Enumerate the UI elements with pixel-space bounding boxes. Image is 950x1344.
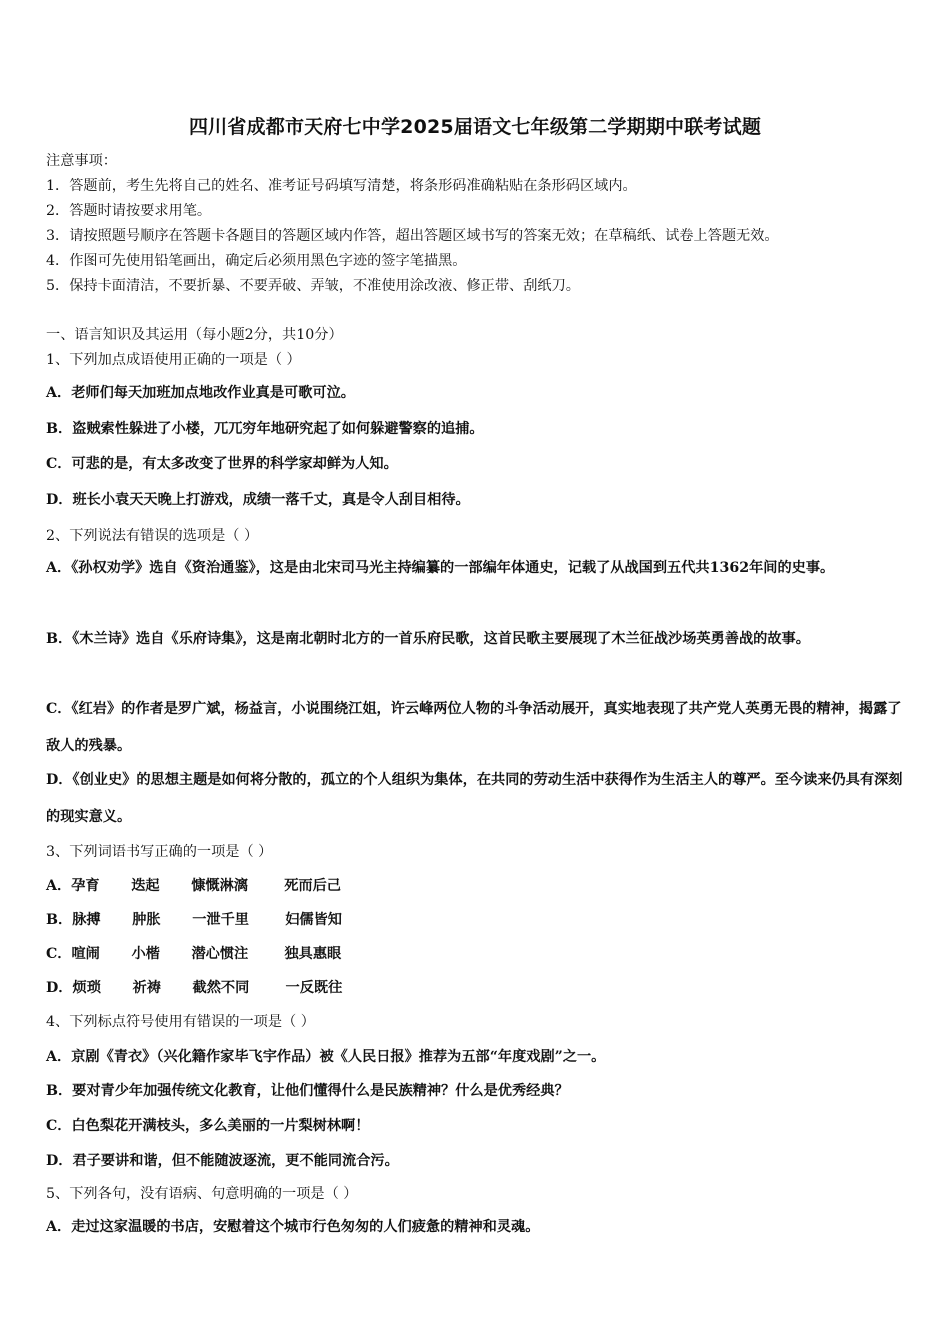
option-label: B． [46, 912, 73, 928]
question-stem: 3、下列词语书写正确的一项是（ ） [46, 844, 273, 860]
word: 迭起 [131, 878, 160, 894]
word: 一泄千里 [192, 912, 249, 928]
word: 慷慨淋漓 [191, 878, 248, 894]
option-a [46, 876, 341, 896]
section-heading: 一、语言知识及其运用（每小题2分，共10分） [46, 327, 343, 343]
option-b: B．《木兰诗》选自《乐府诗集》，这是南北朝时北方的一首乐府民歌，这首民歌主要展现了木兰征战沙场英勇善战的故事。 [46, 631, 810, 647]
word: 截然不同 [192, 980, 250, 996]
option-c [46, 944, 341, 964]
word: 烦琐 [72, 980, 101, 996]
word: 肿胀 [132, 912, 161, 928]
word: 祈祷 [132, 980, 161, 996]
option-label: C． [46, 946, 72, 962]
notice-item: 4．作图可先使用铅笔画出，确定后必须用黑色字迹的签字笔描黑。 [46, 253, 467, 269]
question-stem: 5、下列各句，没有语病、句意明确的一项是（ ） [46, 1186, 358, 1202]
page-title: 四川省成都市天府七中学2025届语文七年级第二学期期中联考试题 [188, 116, 762, 138]
word: 小楷 [131, 946, 160, 962]
option-d: D．《创业史》的思想主题是如何将分散的，孤立的个人组织为集体，在共同的劳动生活中获得作为生活主人的尊严。至今读来仍具有深刻的现实意义。 [46, 772, 903, 825]
option-c: C．《红岩》的作者是罗广斌，杨益言，小说围绕江姐，许云峰两位人物的斗争活动展开，真实地表现了共产党人英勇无畏的精神，揭露了敌人的残暴。 [46, 701, 902, 754]
notice-item: 5．保持卡面清洁，不要折暴、不要弄破、弄皱，不准使用涂改液、修正带、刮纸刀。 [46, 278, 580, 294]
question-stem: 4、下列标点符号使用有错误的一项是（ ） [46, 1014, 315, 1030]
option-label: D． [46, 980, 73, 996]
option-b: B．盗贼索性躲进了小楼，兀兀穷年地研究起了如何躲避警察的追捕。 [46, 421, 484, 437]
option-d: D．君子要讲和谐，但不能随波逐流，更不能同流合污。 [46, 1153, 399, 1169]
option-c: C．可悲的是，有太多改变了世界的科学家却鲜为人知。 [46, 456, 398, 472]
word: 独具惠眼 [284, 946, 342, 962]
word: 孕育 [71, 878, 100, 894]
option-d [46, 978, 342, 998]
word: 喧闹 [71, 946, 100, 962]
option-d: D．班长小袁天天晚上打游戏，成绩一落千丈，真是令人刮目相待。 [46, 492, 470, 508]
option-label: A． [46, 878, 72, 894]
question-stem: 2、下列说法有错误的选项是（ ） [46, 528, 259, 544]
notice-heading: 注意事项： [46, 153, 117, 169]
option-a: A．《孙权劝学》选自《资治通鉴》，这是由北宋司马光主持编纂的一部编年体通史，记载了从战国到五代共1362年间的史事。 [46, 560, 835, 576]
word: 一反既往 [285, 980, 343, 996]
option-a: A．京剧《青衣》（兴化籍作家毕飞宇作品）被《人民日报》推荐为五部“年度戏剧”之一。 [46, 1049, 606, 1065]
word: 死而后己 [284, 878, 341, 894]
option-a: A．老师们每天加班加点地改作业真是可歌可泣。 [46, 385, 355, 401]
question-stem: 1、下列加点成语使用正确的一项是（ ） [46, 352, 301, 368]
option-c: C．白色梨花开满枝头，多么美丽的一片梨树林啊！ [46, 1118, 370, 1134]
option-a: A．走过这家温暖的书店，安慰着这个城市行色匆匆的人们疲惫的精神和灵魂。 [46, 1219, 540, 1235]
option-b [46, 910, 342, 930]
word: 脉搏 [72, 912, 101, 928]
notice-item: 1．答题前，考生先将自己的姓名、准考证号码填写清楚，将条形码准确粘贴在条形码区域内。 [46, 178, 637, 194]
notice-item: 3．请按照题号顺序在答题卡各题目的答题区域内作答，超出答题区域书写的答案无效；在草稿纸、试卷上答题无效。 [46, 228, 779, 244]
notice-item: 2．答题时请按要求用笔。 [46, 203, 212, 219]
word: 妇儒皆知 [285, 912, 342, 928]
word: 潜心惯注 [191, 946, 249, 962]
option-b: B．要对青少年加强传统文化教育，让他们懂得什么是民族精神？什么是优秀经典？ [46, 1083, 569, 1099]
